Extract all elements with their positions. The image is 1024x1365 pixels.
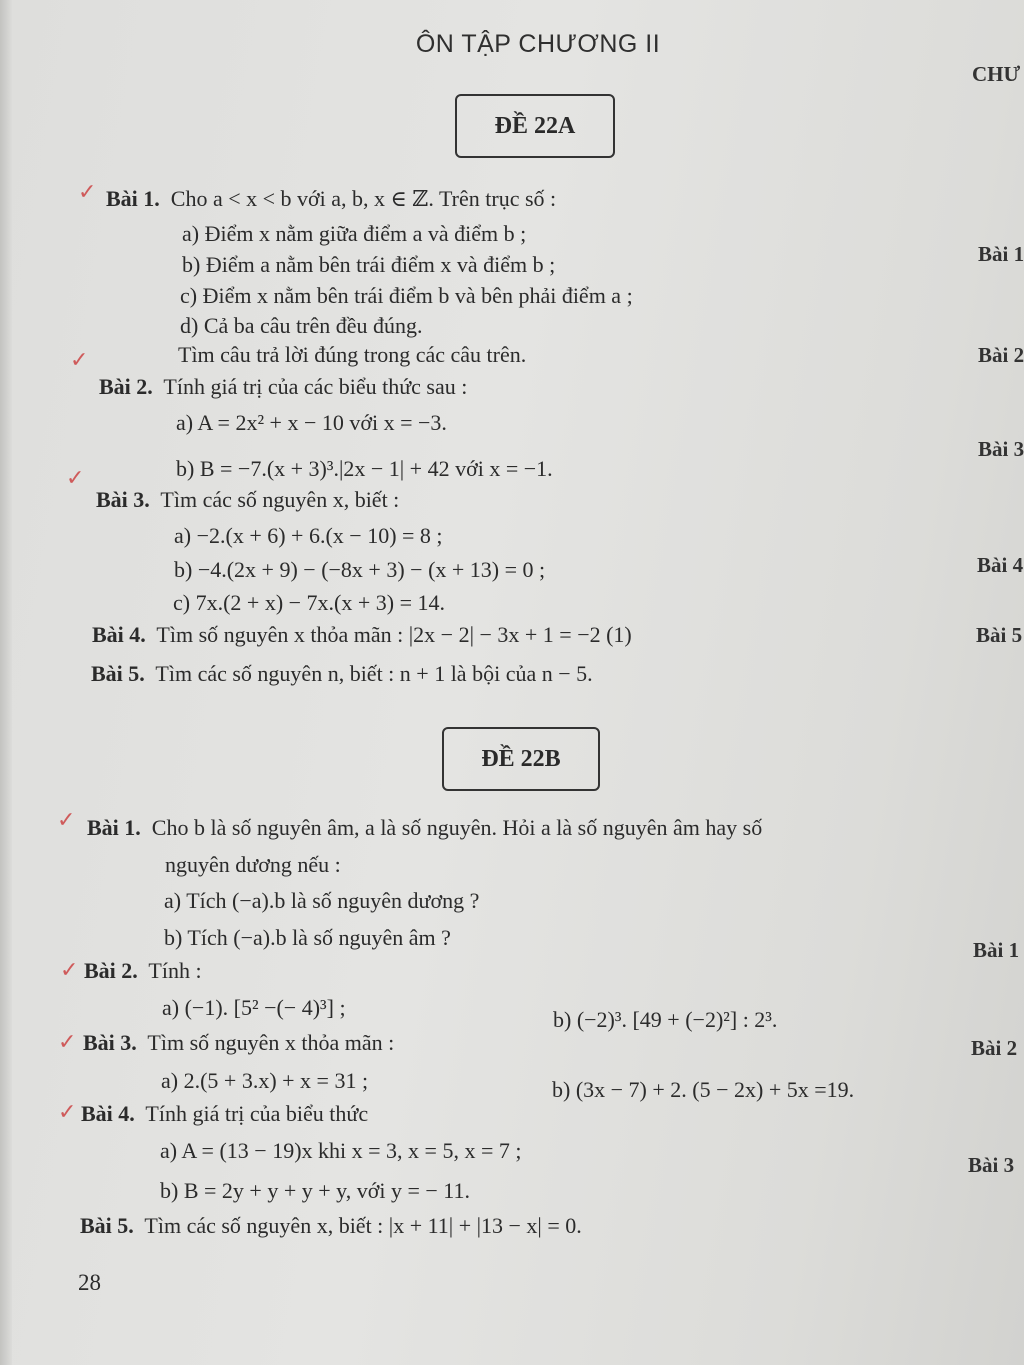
problem-text: Tìm số nguyên x thỏa mãn : <box>147 1030 395 1055</box>
problem-text: Tìm các số nguyên x, biết : <box>160 487 400 512</box>
exam-a-problem-2 <box>99 374 467 400</box>
next-page-label: Bài 2 <box>971 1036 1018 1060</box>
problem-text: Tìm các số nguyên n, biết : n + 1 là bội của n − 5. <box>155 661 593 686</box>
problem-question: Tìm câu trả lời đúng trong các câu trên. <box>178 342 527 367</box>
next-page-header: CHƯ <box>972 62 1021 86</box>
problem-text: Tìm các số nguyên x, biết : |x + 11| + |13 − x| = 0. <box>144 1213 582 1238</box>
problem-text: Cho b là số nguyên âm, a là số nguyên. Hỏi a là số nguyên âm hay số <box>151 815 763 840</box>
exam-b-problem-5 <box>80 1213 582 1239</box>
exam-a-problem-5 <box>91 661 593 687</box>
page-number: 28 <box>78 1270 101 1295</box>
next-page-label: Bài 4 <box>977 553 1024 577</box>
problem-label: Bài 2. <box>99 374 153 399</box>
exam-a-title-box <box>455 94 615 158</box>
problem-text: Cho a < x < b với a, b, x ∈ ℤ. Trên trục số : <box>170 186 557 211</box>
subproblem-a: a) A = (13 − 19)x khi x = 3, x = 5, x = 7 ; <box>160 1138 522 1163</box>
subproblem-b: b) B = −7.(x + 3)³.|2x − 1| + 42 với x = −1. <box>176 456 553 481</box>
checkmark-icon: ✓ <box>70 348 89 373</box>
problem-label: Bài 4. <box>81 1101 135 1126</box>
subproblem-b: b) (−2)³. [49 + (−2)²] : 2³. <box>553 1007 778 1032</box>
exam-a-problem-4 <box>92 622 632 648</box>
exam-b-problem-2 <box>84 958 202 984</box>
subproblem-a: a) (−1). [5² −(− 4)³] ; <box>162 995 346 1020</box>
next-page-label: Bài 1 <box>978 242 1024 266</box>
chapter-title: ÔN TẬP CHƯƠNG II <box>415 30 661 58</box>
subproblem-a: a) −2.(x + 6) + 6.(x − 10) = 8 ; <box>174 523 443 548</box>
choice-c: c) Điểm x nằm bên trái điểm b và bên phải điểm a ; <box>180 283 633 308</box>
subproblem-b: b) (3x − 7) + 2. (5 − 2x) + 5x =19. <box>552 1077 855 1102</box>
problem-label: Bài 3. <box>96 487 150 512</box>
subproblem-a: a) A = 2x² + x − 10 với x = −3. <box>176 410 447 435</box>
problem-label: Bài 2. <box>84 958 138 983</box>
exam-b-problem-3 <box>83 1030 394 1056</box>
subproblem-b: b) −4.(2x + 9) − (−8x + 3) − (x + 13) = 0 ; <box>174 557 546 582</box>
exam-b-title-box <box>442 727 600 791</box>
exam-a-problem-1 <box>106 186 556 212</box>
problem-label: Bài 4. <box>92 622 146 647</box>
exam-b-problem-1 <box>87 815 957 841</box>
next-page-label: Bài 2 <box>978 343 1024 367</box>
exam-b-problem-4 <box>81 1101 368 1127</box>
checkmark-icon: ✓ <box>60 958 79 983</box>
choice-b: b) Điểm a nằm bên trái điểm x và điểm b ; <box>182 252 556 277</box>
problem-label: Bài 5. <box>80 1213 134 1238</box>
problem-label: Bài 1. <box>106 186 160 211</box>
problem-label: Bài 5. <box>91 661 145 686</box>
exam-b-title: ĐỀ 22B <box>481 745 561 772</box>
checkmark-icon: ✓ <box>66 466 85 491</box>
subproblem-a: a) 2.(5 + 3.x) + x = 31 ; <box>161 1068 369 1093</box>
subproblem-a: a) Tích (−a).b là số nguyên dương ? <box>164 888 480 913</box>
problem-text: Tính giá trị của biểu thức <box>145 1101 369 1126</box>
next-page-label: Bài 3 <box>978 437 1024 461</box>
problem-text-continued: nguyên dương nếu : <box>165 852 341 877</box>
exam-a-title: ĐỀ 22A <box>494 112 576 139</box>
problem-text: Tính : <box>148 958 202 983</box>
problem-text: Tính giá trị của các biểu thức sau : <box>163 374 468 399</box>
checkmark-icon: ✓ <box>58 1030 77 1055</box>
checkmark-icon: ✓ <box>78 180 97 205</box>
next-page-label: Bài 5 <box>976 623 1023 647</box>
checkmark-icon: ✓ <box>58 1100 77 1125</box>
next-page-label: Bài 3 <box>968 1153 1015 1177</box>
subproblem-c: c) 7x.(2 + x) − 7x.(x + 3) = 14. <box>173 590 446 615</box>
problem-label: Bài 3. <box>83 1030 137 1055</box>
exam-a-problem-3 <box>96 487 399 513</box>
subproblem-b: b) Tích (−a).b là số nguyên âm ? <box>164 925 451 950</box>
problem-text: Tìm số nguyên x thỏa mãn : |2x − 2| − 3x + 1 = −2 (1) <box>156 622 632 647</box>
choice-d: d) Cả ba câu trên đều đúng. <box>180 313 423 338</box>
choice-a: a) Điểm x nằm giữa điểm a và điểm b ; <box>182 221 527 246</box>
problem-label: Bài 1. <box>87 815 141 840</box>
checkmark-icon: ✓ <box>57 808 76 833</box>
next-page-label: Bài 1 <box>973 938 1020 962</box>
subproblem-b: b) B = 2y + y + y + y, với y = − 11. <box>160 1178 470 1203</box>
page-binding-edge <box>0 0 12 1365</box>
